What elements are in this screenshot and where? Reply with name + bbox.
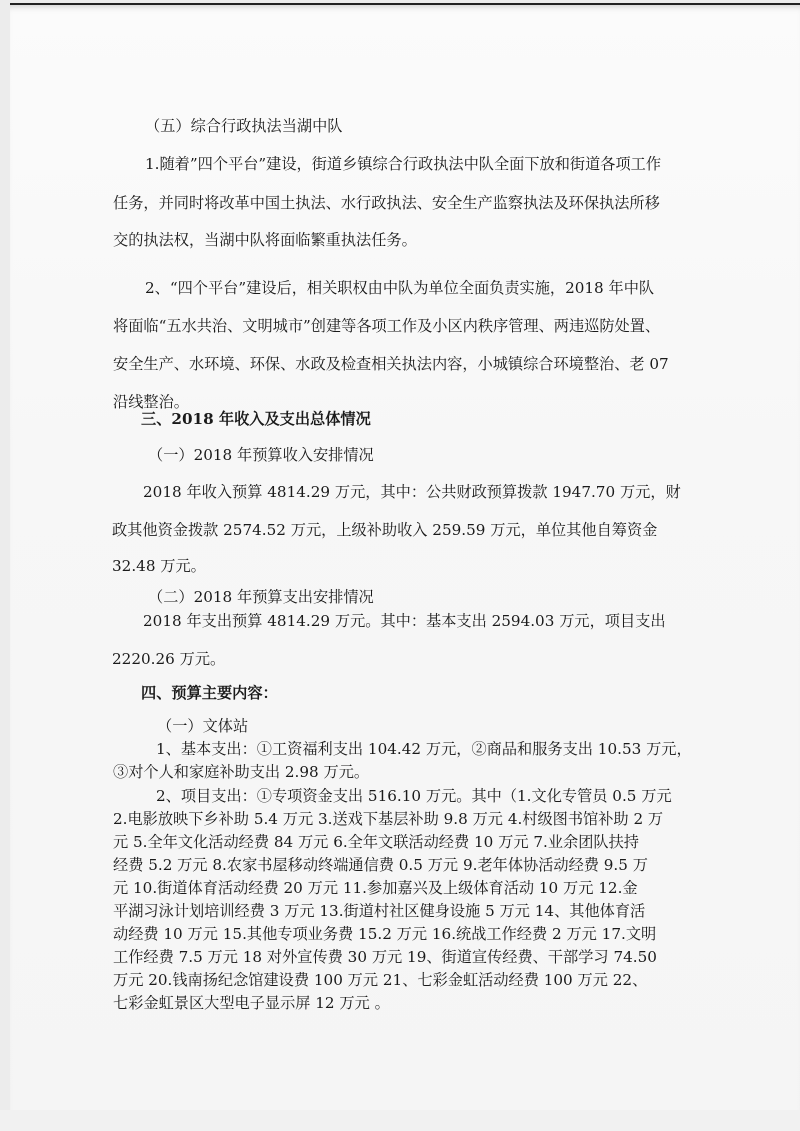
project-expense-line-4: 经费 5.2 万元 8.农家书屋移动终端通信费 0.5 万元 9.老年体协活动经费 9.5 万 bbox=[113, 856, 648, 874]
section-3-heading: 三、2018 年收入及支出总体情况 bbox=[141, 410, 371, 428]
income-heading: （一）2018 年预算收入安排情况 bbox=[148, 446, 374, 464]
project-expense-line-6: 平湖习泳计划培训经费 3 万元 13.街道村社区健身设施 5 万元 14、其他体育活 bbox=[113, 902, 646, 920]
income-line-2: 政其他资金拨款 2574.52 万元，上级补助收入 259.59 万元，单位其他自筹资金 bbox=[112, 521, 658, 539]
expense-heading: （二）2018 年预算支出安排情况 bbox=[148, 588, 374, 606]
expense-line-1: 2018 年支出预算 4814.29 万元。其中：基本支出 2594.03 万元，项目支出 bbox=[143, 612, 666, 630]
section-5-heading: （五）综合行政执法当湖中队 bbox=[145, 117, 343, 135]
para2-line-2: 将面临“五水共治、文明城市”创建等各项工作及小区内秩序管理、两违巡防处置、 bbox=[113, 317, 661, 335]
project-expense-line-9: 万元 20.钱南扬纪念馆建设费 100 万元 21、七彩金虹活动经费 100 万元 22、 bbox=[113, 971, 648, 989]
project-expense-line-7: 动经费 10 万元 15.其他专项业务费 15.2 万元 16.统战工作经费 2 万元 17.文明 bbox=[113, 925, 657, 943]
para1-line-2: 任务，并同时将改革中国土执法、水行政执法、安全生产监察执法及环保执法所移 bbox=[113, 194, 660, 212]
project-expense-line-3: 元 5.全年文化活动经费 84 万元 6.全年文联活动经费 10 万元 7.业余团队扶持 bbox=[113, 833, 639, 851]
wenti-heading: （一）文体站 bbox=[157, 717, 249, 735]
project-expense-line-1: 2、项目支出：①专项资金支出 516.10 万元。其中（1.文化专管员 0.5 万元 bbox=[156, 787, 672, 805]
para2-line-1: 2、“四个平台”建设后，相关职权由中队为单位全面负责实施，2018 年中队 bbox=[145, 279, 655, 297]
page-bottom-edge bbox=[0, 1110, 800, 1131]
para1-line-1: 1.随着”四个平台”建设，街道乡镇综合行政执法中队全面下放和街道各项工作 bbox=[145, 155, 662, 173]
project-expense-line-10: 七彩金虹景区大型电子显示屏 12 万元 。 bbox=[113, 994, 390, 1012]
para1-line-3: 交的执法权，当湖中队将面临繁重执法任务。 bbox=[113, 231, 417, 249]
para2-line-3: 安全生产、水环境、环保、水政及检查相关执法内容，小城镇综合环境整治、老 07 bbox=[113, 355, 669, 373]
basic-expense-line-2: ③对个人和家庭补助支出 2.98 万元。 bbox=[113, 763, 370, 781]
income-line-3: 32.48 万元。 bbox=[112, 557, 206, 575]
section-4-heading: 四、预算主要内容： bbox=[141, 684, 278, 702]
income-line-1: 2018 年收入预算 4814.29 万元，其中：公共财政预算拨款 1947.70 万元，财 bbox=[143, 483, 681, 501]
para2-line-4: 沿线整治。 bbox=[113, 393, 189, 411]
expense-line-2: 2220.26 万元。 bbox=[112, 650, 226, 668]
project-expense-line-5: 元 10.街道体育活动经费 20 万元 11.参加嘉兴及上级体育活动 10 万元 12.金 bbox=[113, 879, 638, 897]
project-expense-line-2: 2.电影放映下乡补助 5.4 万元 3.送戏下基层补助 9.8 万元 4.村级图书馆补助 2 万 bbox=[113, 810, 664, 828]
project-expense-line-8: 工作经费 7.5 万元 18 对外宣传费 30 万元 19、街道宣传经费、干部学习 74.50 bbox=[113, 948, 657, 966]
basic-expense-line-1: 1、基本支出：①工资福利支出 104.42 万元，②商品和服务支出 10.53 万元， bbox=[156, 740, 692, 758]
